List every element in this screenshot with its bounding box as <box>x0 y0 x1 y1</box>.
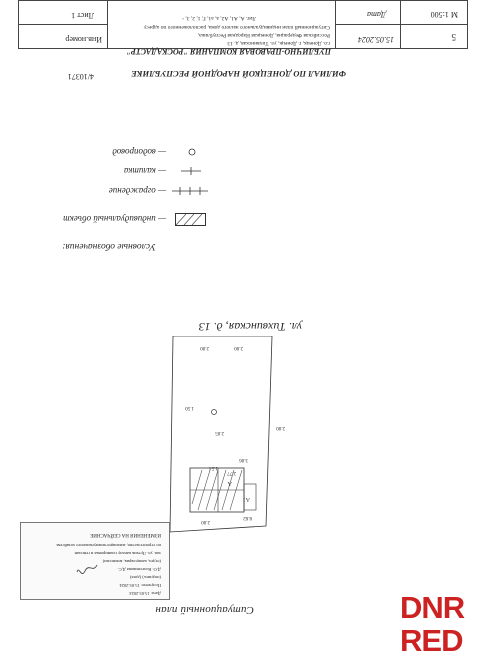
inventory-number: 4/10371 <box>67 72 94 81</box>
lit-a1-label: А1 <box>242 496 250 502</box>
dim-right-a: 1.50 <box>185 405 194 410</box>
dim-bot-b: 8.62 <box>243 515 252 520</box>
legend-heading: Условные обозначения: <box>62 241 156 251</box>
legend-hatch-symbol <box>174 212 206 226</box>
legend-gate-symbol <box>181 166 201 176</box>
legend-fence-symbol <box>172 186 208 196</box>
dim-top-a: 2.00 <box>234 345 243 350</box>
desc-line-2: Российская Федерация, Донецкая Народная Республика, <box>197 32 330 38</box>
org-line-1: ФИЛИАЛ ПО ДОНЕЦКОЙ НАРОДНОЙ РЕСПУБЛИКЕ <box>131 69 346 79</box>
title-block <box>0 0 486 56</box>
stamp-line-8: Дата: 15.05.2024 <box>129 591 161 596</box>
dim-mid-c: 2.77 <box>227 470 236 475</box>
legend-label-object: — индивидуальный объект <box>63 214 166 224</box>
watermark-line-2: RED <box>400 623 463 658</box>
stamp-line-7: Получено: 15.05.2024 <box>119 583 161 588</box>
desc-line-1: Ситуационный план индивидуального жилого дома, расположенного по адресу <box>143 24 330 30</box>
stamp-line-2: по строительство, жилищно-коммунального хозяйства <box>56 543 161 548</box>
water-well-marker <box>212 410 217 415</box>
scale-value: M 1:500 <box>430 10 458 19</box>
title-block-row-left <box>336 24 468 25</box>
dim-mid-d: 1.54 <box>209 465 218 470</box>
legend-label-gate: — калитка <box>123 166 166 176</box>
page-number: 5 <box>451 32 456 42</box>
inventory-label: Инв.номер <box>65 35 102 44</box>
stamp-line-3: зап. ул. Лутчик каналу планировка и генплан <box>74 551 161 556</box>
approval-stamp <box>20 522 170 600</box>
plan-title: Ситуационный план <box>155 604 254 616</box>
dim-mid-a: 2.05 <box>215 430 224 435</box>
legend-label-fence: — ограждение <box>108 186 166 196</box>
dim-mid-b: 3.06 <box>239 457 248 462</box>
signature <box>75 561 99 575</box>
legend-circle-symbol <box>187 147 197 157</box>
stamp-line-6: (подпись) (дата) <box>130 575 161 580</box>
site-plan-drawing <box>166 336 276 536</box>
date-label: Дата <box>367 10 386 19</box>
stamp-line-5: Д.О. Колесникова Д.С. <box>117 567 161 572</box>
date-value: 15.05.2024 <box>358 35 394 44</box>
dim-bot-a: 2.00 <box>201 519 210 524</box>
lit-a-label: А <box>227 480 232 486</box>
desc-line-4: Лит. А, А1, А2, а, а1, Г, 1, 2, 3, ◦ <box>182 15 256 21</box>
site-watermark <box>398 588 468 658</box>
dim-top-b: 2.00 <box>200 345 209 350</box>
desc-line-3: г.о. Донецк, г. Донецк, ул. Тихвинская, д. 13 <box>227 40 330 46</box>
sheet-label: Лист 1 <box>71 11 94 20</box>
dim-left-a: 2.00 <box>276 425 285 430</box>
stamp-line-4: (отдел, канцелярия, комиссии) <box>102 559 161 564</box>
legend-label-water: — водопровод <box>112 147 166 157</box>
org-line-2: ПУБЛИЧНО-ПРАВОВАЯ КОМПАНИЯ "РОСКАДАСТР" <box>126 47 331 56</box>
title-block-row-right <box>18 24 108 25</box>
street-label: ул. Тихвинская, д. 13 <box>198 320 302 334</box>
stamp-line-1: ИЗМЕНЕНИЯ НА СЕЙЧАСНИЕ <box>90 532 161 537</box>
watermark-line-1: DNR <box>400 590 465 625</box>
